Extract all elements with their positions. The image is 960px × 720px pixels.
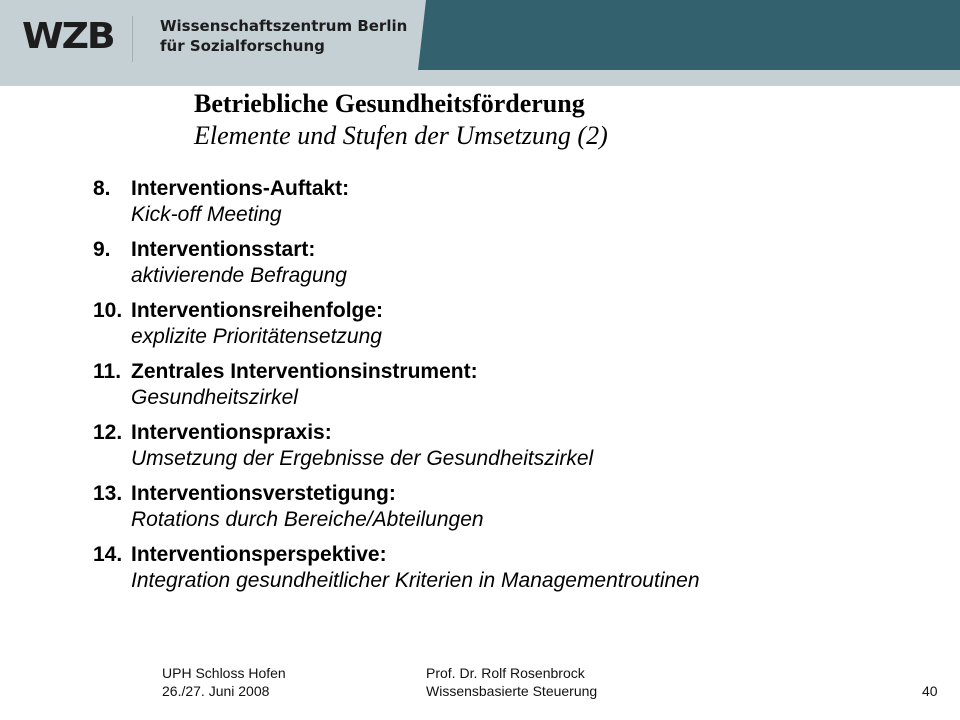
- item-description: Gesundheitszirkel: [131, 386, 298, 409]
- org-name-line1: Wissenschaftszentrum Berlin: [160, 17, 408, 35]
- item-number: 8.: [93, 177, 111, 200]
- step-list: [93, 176, 913, 603]
- footer-author: [426, 664, 597, 700]
- item-heading: Interventionsverstetigung:: [131, 482, 396, 505]
- slide-title-sub: Elemente und Stufen der Umsetzung (2): [194, 121, 608, 150]
- item-description: explizite Prioritätensetzung: [131, 325, 382, 348]
- header-dark-band: [418, 0, 960, 70]
- item-heading: Interventions-Auftakt:: [131, 177, 350, 200]
- item-number: 11.: [93, 360, 122, 383]
- item-description: Kick-off Meeting: [131, 203, 282, 226]
- item-number: 10.: [93, 299, 123, 322]
- item-description: aktivierende Befragung: [131, 264, 347, 287]
- item-heading: Zentrales Interventionsinstrument:: [131, 360, 478, 383]
- org-name-line2: für Sozialforschung: [160, 37, 325, 55]
- list-item: [93, 542, 913, 593]
- item-heading: Interventionsreihenfolge:: [131, 299, 384, 322]
- wzb-logo: WZB: [22, 16, 114, 57]
- logo-separator: [132, 16, 133, 62]
- item-number: 14.: [93, 543, 123, 566]
- footer-author-name: Prof. Dr. Rolf Rosenbrock: [426, 665, 585, 681]
- item-description: Umsetzung der Ergebnisse der Gesundheitszirkel: [131, 447, 594, 470]
- page-number: 40: [922, 683, 938, 699]
- footer-talk-title: Wissensbasierte Steuerung: [426, 683, 598, 699]
- item-description: Integration gesundheitlicher Kriterien in Managementroutinen: [131, 569, 700, 592]
- item-heading: Interventionsstart:: [131, 238, 316, 261]
- footer-event-date: 26./27. Juni 2008: [162, 683, 270, 699]
- item-number: 13.: [93, 482, 123, 505]
- item-description: Rotations durch Bereiche/Abteilungen: [131, 508, 484, 531]
- list-item: [93, 359, 913, 410]
- slide-title: [194, 88, 608, 152]
- list-item: [93, 481, 913, 532]
- header-band-graphic: [0, 0, 960, 86]
- list-item: [93, 176, 913, 227]
- item-heading: Interventionsperspektive:: [131, 543, 387, 566]
- list-item: [93, 420, 913, 471]
- footer-event-location: UPH Schloss Hofen: [162, 665, 286, 681]
- item-number: 9.: [93, 238, 111, 261]
- footer-event: [162, 664, 286, 700]
- slide-title-main: Betriebliche Gesundheitsförderung: [194, 89, 585, 118]
- item-heading: Interventionspraxis:: [131, 421, 332, 444]
- list-item: [93, 298, 913, 349]
- item-number: 12.: [93, 421, 123, 444]
- header-banner: [0, 0, 960, 86]
- list-item: [93, 237, 913, 288]
